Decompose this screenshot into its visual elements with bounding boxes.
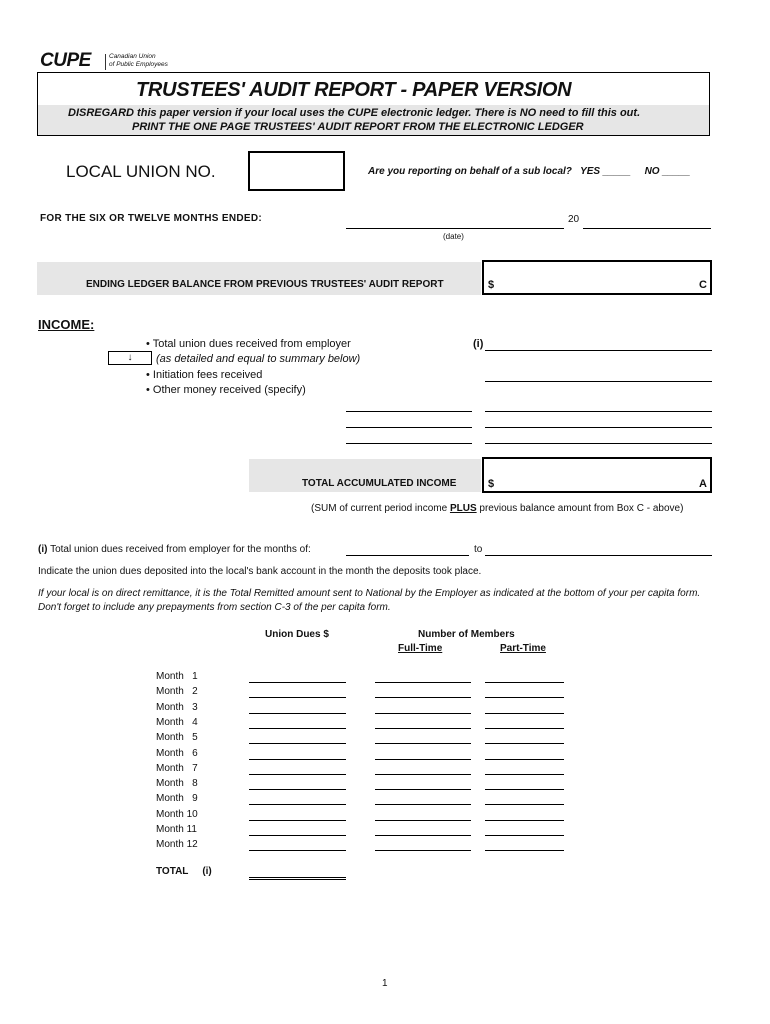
month-label: Month 10 <box>156 808 198 820</box>
total-income-note: (SUM of current period income PLUS previous balance amount from Box C - above) <box>311 503 684 514</box>
logo-line1: Canadian Union <box>109 53 156 60</box>
total-income-currency: $ <box>488 478 495 490</box>
month-label: Month 9 <box>156 793 198 805</box>
income-initiation-field[interactable] <box>485 381 712 382</box>
months-to-field[interactable] <box>485 555 712 556</box>
column-union-dues: Union Dues $ <box>265 629 329 640</box>
period-date-caption: (date) <box>443 232 464 241</box>
month-part-time-field[interactable] <box>485 789 564 790</box>
other-money-amount-field-2[interactable] <box>485 427 712 428</box>
month-part-time-field[interactable] <box>485 713 564 714</box>
month-label: Month 8 <box>156 778 198 790</box>
notice-line1: DISREGARD this paper version if your local uses the CUPE electronic ledger. There is NO need to fill this out. <box>68 107 641 119</box>
other-money-amount-field-1[interactable] <box>485 411 712 412</box>
month-dues-field[interactable] <box>249 774 346 775</box>
table-total-dues-field[interactable] <box>249 877 346 880</box>
sub-local-no[interactable]: NO _____ <box>644 166 691 177</box>
local-union-number-field[interactable] <box>248 151 345 191</box>
instruction-deposits: Indicate the union dues deposited into the local's bank account in the month the deposits took place. <box>38 566 482 577</box>
instruction-direct-remittance: If your local is on direct remittance, it is the Total Remitted amount sent to National by the Employer as indicated at the bottom of your per capita form. Don't forget to include any prepayments from section C-3 of the per capita form. <box>38 588 701 613</box>
logo-wordmark: CUPE <box>40 50 91 71</box>
month-label: Month 3 <box>156 701 198 713</box>
table-total-label: TOTAL (i) <box>156 866 212 877</box>
total-income-box[interactable] <box>482 457 712 493</box>
column-part-time: Part-Time <box>500 643 546 654</box>
other-money-desc-field-3[interactable] <box>346 443 472 444</box>
income-ref-i: (i) <box>473 338 484 350</box>
title-box <box>37 72 710 136</box>
month-full-time-field[interactable] <box>375 743 471 744</box>
month-label: Month 6 <box>156 747 198 759</box>
month-part-time-field[interactable] <box>485 682 564 683</box>
income-item-other: • Other money received (specify) <box>146 384 306 396</box>
month-part-time-field[interactable] <box>485 804 564 805</box>
notice-band <box>38 105 709 135</box>
period-label: FOR THE SIX OR TWELVE MONTHS ENDED: <box>40 213 262 224</box>
month-dues-field[interactable] <box>249 728 346 729</box>
other-money-desc-field-1[interactable] <box>346 411 472 412</box>
months-to-label: to <box>474 544 483 555</box>
month-full-time-field[interactable] <box>375 850 471 851</box>
total-income-box-letter: A <box>699 478 707 490</box>
month-full-time-field[interactable] <box>375 759 471 760</box>
month-dues-field[interactable] <box>249 743 346 744</box>
months-from-field[interactable] <box>346 555 469 556</box>
arrow-down-icon: ↓ <box>108 351 152 365</box>
other-money-amount-field-3[interactable] <box>485 443 712 444</box>
month-full-time-field[interactable] <box>375 835 471 836</box>
month-label: Month 11 <box>156 824 197 835</box>
month-full-time-field[interactable] <box>375 697 471 698</box>
ending-balance-box[interactable] <box>482 260 712 295</box>
income-dues-field[interactable] <box>485 350 712 351</box>
months-of-label: (i) Total union dues received from employer for the months of: <box>38 544 311 555</box>
month-dues-field[interactable] <box>249 713 346 714</box>
month-full-time-field[interactable] <box>375 789 471 790</box>
month-full-time-field[interactable] <box>375 820 471 821</box>
month-part-time-field[interactable] <box>485 835 564 836</box>
month-dues-field[interactable] <box>249 697 346 698</box>
month-full-time-field[interactable] <box>375 804 471 805</box>
month-dues-field[interactable] <box>249 835 346 836</box>
month-label: Month 12 <box>156 839 198 851</box>
month-part-time-field[interactable] <box>485 743 564 744</box>
month-dues-field[interactable] <box>249 820 346 821</box>
logo-line2: of Public Employees <box>109 61 168 68</box>
notice-line2: PRINT THE ONE PAGE TRUSTEES' AUDIT REPORT FROM THE ELECTRONIC LEDGER <box>132 121 584 133</box>
period-year-prefix: 20 <box>568 214 580 225</box>
column-full-time: Full-Time <box>398 643 443 654</box>
total-income-label: TOTAL ACCUMULATED INCOME <box>302 478 457 489</box>
month-part-time-field[interactable] <box>485 850 564 851</box>
month-full-time-field[interactable] <box>375 713 471 714</box>
month-label: Month 1 <box>156 671 198 682</box>
column-number-of-members: Number of Members <box>418 629 515 640</box>
local-union-label: LOCAL UNION NO. <box>66 162 216 181</box>
income-heading: INCOME: <box>38 317 95 332</box>
period-year-field[interactable] <box>583 228 711 229</box>
month-label: Month 2 <box>156 686 198 698</box>
income-item-dues: • Total union dues received from employer <box>146 338 351 350</box>
ending-balance-currency: $ <box>488 279 495 291</box>
month-dues-field[interactable] <box>249 682 346 683</box>
month-part-time-field[interactable] <box>485 774 564 775</box>
period-date-field[interactable] <box>346 228 564 229</box>
month-label: Month 4 <box>156 716 198 728</box>
plus-emphasis: PLUS <box>449 503 477 514</box>
income-item-initiation: • Initiation fees received <box>146 369 263 381</box>
month-full-time-field[interactable] <box>375 728 471 729</box>
month-label: Month 7 <box>156 762 198 774</box>
month-part-time-field[interactable] <box>485 759 564 760</box>
other-money-desc-field-2[interactable] <box>346 427 472 428</box>
ending-balance-box-letter: C <box>699 279 707 291</box>
month-dues-field[interactable] <box>249 850 346 851</box>
month-full-time-field[interactable] <box>375 774 471 775</box>
month-full-time-field[interactable] <box>375 682 471 683</box>
month-part-time-field[interactable] <box>485 820 564 821</box>
ending-balance-label: ENDING LEDGER BALANCE FROM PREVIOUS TRUSTEES' AUDIT REPORT <box>86 279 444 290</box>
sub-local-yes[interactable]: YES _____ <box>580 166 631 177</box>
page-number: 1 <box>382 978 388 989</box>
month-dues-field[interactable] <box>249 759 346 760</box>
month-dues-field[interactable] <box>249 789 346 790</box>
month-part-time-field[interactable] <box>485 728 564 729</box>
sub-local-question: Are you reporting on behalf of a sub local? YES _____ NO _____ <box>368 166 691 177</box>
cupe-logo <box>40 52 170 72</box>
month-dues-field[interactable] <box>249 804 346 805</box>
month-label: Month 5 <box>156 732 198 744</box>
income-item-dues-note: (as detailed and equal to summary below) <box>156 353 361 365</box>
page-title: TRUSTEES' AUDIT REPORT - PAPER VERSION <box>136 79 572 101</box>
month-part-time-field[interactable] <box>485 697 564 698</box>
